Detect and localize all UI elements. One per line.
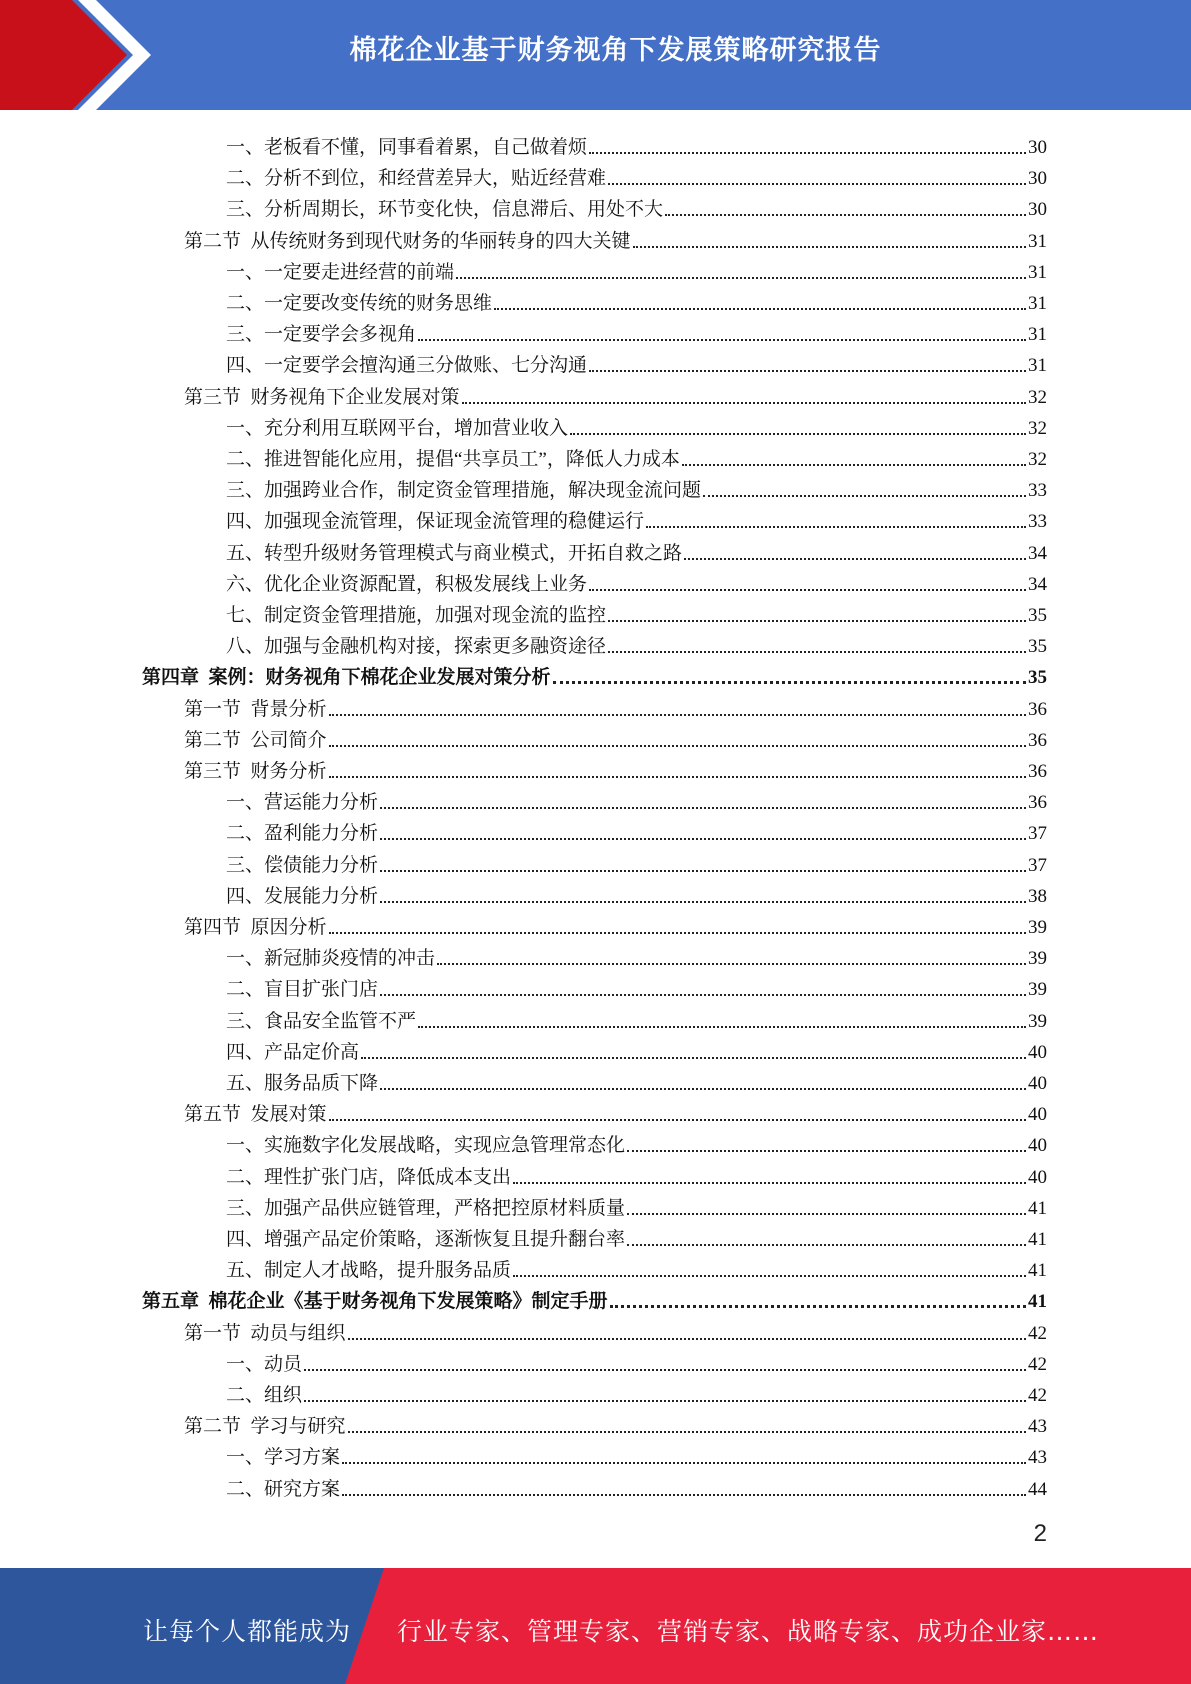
toc-entry[interactable]: [226, 814, 1047, 845]
toc-entry-title: 三、加强跨业合作，制定资金管理措施，解决现金流问题: [226, 480, 702, 502]
toc-entry[interactable]: [184, 378, 1047, 409]
toc-entry[interactable]: [226, 1438, 1047, 1469]
toc-entry-page: 39: [1028, 1010, 1047, 1032]
toc-entry-page: 31: [1028, 293, 1047, 314]
toc-entry[interactable]: [226, 1376, 1047, 1407]
toc-dot-leader: [627, 1213, 1026, 1215]
toc-entry-title: 二、推进智能化应用，提倡“共享员工”，降低人力成本: [226, 449, 680, 470]
toc-entry[interactable]: [184, 721, 1047, 752]
toc-dot-leader: [418, 339, 1026, 341]
toc-entry-title: 三、一定要学会多视角: [226, 324, 417, 346]
toc-entry[interactable]: [184, 908, 1047, 939]
toc-entry-page: 42: [1028, 1353, 1047, 1375]
toc-dot-leader: [304, 1369, 1026, 1371]
toc-entry-title: 二、研究方案: [226, 1478, 341, 1500]
toc-dot-leader: [418, 1026, 1026, 1028]
toc-entry-page: 35: [1028, 667, 1047, 689]
toc-entry-title: 第一节 动员与组织: [184, 1322, 346, 1344]
document-title: 棉花企业基于财务视角下发展策略研究报告: [349, 35, 882, 66]
toc-dot-leader: [342, 1462, 1026, 1464]
toc-entry-title: 五、制定人才战略，提升服务品质: [226, 1260, 512, 1282]
toc-entry[interactable]: [226, 877, 1047, 908]
toc-entry-title: 一、充分利用互联网平台，增加营业收入: [226, 417, 569, 439]
toc-dot-leader: [570, 433, 1026, 435]
toc-entry[interactable]: [226, 440, 1047, 471]
toc-entry[interactable]: [226, 253, 1047, 284]
toc-entry[interactable]: [226, 1002, 1047, 1033]
toc-entry-title: 二、理性扩张门店，降低成本支出: [226, 1166, 512, 1188]
footer-slogan-left: 让每个人都能成为: [143, 1617, 352, 1646]
toc-entry[interactable]: [184, 1095, 1047, 1126]
toc-entry[interactable]: [226, 1470, 1047, 1501]
toc-dot-leader: [608, 183, 1026, 185]
toc-entry[interactable]: [226, 128, 1047, 159]
toc-entry-title: 六、优化企业资源配置，积极发展线上业务: [226, 573, 588, 595]
toc-dot-leader: [329, 932, 1026, 934]
toc-entry-title: 三、偿债能力分析: [226, 854, 379, 876]
toc-entry[interactable]: [226, 502, 1047, 533]
toc-entry-title: 第二节 公司简介: [184, 729, 327, 751]
toc-entry-title: 五、转型升级财务管理模式与商业模式，开拓自救之路: [226, 542, 683, 564]
toc-dot-leader: [329, 745, 1026, 747]
toc-entry-title: 一、新冠肺炎疫情的冲击: [226, 948, 436, 970]
toc-entry-page: 42: [1028, 1385, 1047, 1406]
toc-entry[interactable]: [226, 970, 1047, 1001]
toc-dot-leader: [633, 246, 1026, 248]
toc-dot-leader: [348, 1338, 1026, 1340]
toc-entry-title: 一、动员: [226, 1353, 303, 1375]
toc-dot-leader: [608, 620, 1026, 622]
toc-entry[interactable]: [226, 534, 1047, 565]
toc-entry[interactable]: [184, 1407, 1047, 1438]
toc-entry-page: 40: [1028, 1041, 1047, 1063]
toc-entry[interactable]: [184, 222, 1047, 253]
toc-dot-leader: [610, 1305, 1026, 1308]
toc-entry-title: 一、老板看不懂，同事看着累，自己做着烦: [226, 137, 588, 158]
toc-entry-page: 35: [1028, 636, 1047, 658]
toc-entry[interactable]: [142, 1282, 1047, 1313]
toc-entry-title: 四、产品定价高: [226, 1041, 360, 1063]
toc-entry-page: 31: [1028, 355, 1047, 377]
toc-entry-title: 第五节 发展对策: [184, 1104, 327, 1126]
toc-entry-title: 四、加强现金流管理，保证现金流管理的稳健运行: [226, 511, 645, 533]
toc-entry-page: 36: [1028, 792, 1047, 814]
toc-entry-page: 36: [1028, 698, 1047, 720]
toc-entry-page: 41: [1028, 1260, 1047, 1282]
toc-entry[interactable]: [226, 565, 1047, 596]
toc-entry-title: 三、加强产品供应链管理，严格把控原材料质量: [226, 1197, 626, 1219]
toc-dot-leader: [627, 1150, 1026, 1152]
toc-entry-page: 31: [1028, 324, 1047, 346]
toc-entry-title: 四、增强产品定价策略，逐渐恢复且提升翻台率: [226, 1229, 626, 1250]
toc-entry-title: 一、实施数字化发展战略，实现应急管理常态化: [226, 1135, 626, 1157]
toc-entry-page: 39: [1028, 917, 1047, 938]
toc-entry-title: 一、学习方案: [226, 1447, 341, 1469]
toc-entry[interactable]: [184, 690, 1047, 721]
toc-entry-title: 二、一定要改变传统的财务思维: [226, 293, 493, 314]
toc-entry-page: 44: [1028, 1478, 1047, 1500]
toc-entry-page: 33: [1028, 511, 1047, 533]
toc-dot-leader: [462, 402, 1026, 404]
toc-entry-page: 39: [1028, 948, 1047, 970]
toc-dot-leader: [513, 1182, 1026, 1184]
toc-dot-leader: [329, 714, 1026, 716]
toc-entry-page: 33: [1028, 480, 1047, 502]
toc-dot-leader: [553, 681, 1026, 684]
toc-entry[interactable]: [226, 190, 1047, 221]
toc-entry-page: 40: [1028, 1135, 1047, 1157]
toc-entry[interactable]: [226, 1158, 1047, 1189]
toc-entry[interactable]: [226, 315, 1047, 346]
toc-entry[interactable]: [226, 346, 1047, 377]
toc-dot-leader: [456, 277, 1026, 279]
footer-slogan-right: 行业专家、管理专家、营销专家、战略专家、成功企业家……: [397, 1617, 1100, 1646]
toc-entry[interactable]: [226, 1064, 1047, 1095]
toc-entry-page: 36: [1028, 729, 1047, 751]
toc-dot-leader: [304, 1400, 1026, 1402]
toc-dot-leader: [589, 589, 1026, 591]
toc-entry-title: 第二节 学习与研究: [184, 1416, 346, 1438]
toc-entry[interactable]: [226, 1345, 1047, 1376]
toc-entry[interactable]: [226, 596, 1047, 627]
toc-entry-title: 二、盈利能力分析: [226, 823, 379, 845]
toc-entry-page: 31: [1028, 230, 1047, 252]
toc-entry-title: 一、营运能力分析: [226, 792, 379, 814]
toc-dot-leader: [348, 1431, 1026, 1433]
toc-dot-leader: [329, 1119, 1026, 1121]
toc-entry[interactable]: [226, 846, 1047, 877]
toc-dot-leader: [589, 152, 1026, 154]
toc-entry-page: 40: [1028, 1104, 1047, 1126]
toc-entry[interactable]: [226, 1033, 1047, 1064]
toc-entry-title: 二、盲目扩张门店: [226, 979, 379, 1001]
page-number: 2: [1033, 1520, 1047, 1547]
toc-entry[interactable]: [226, 1189, 1047, 1220]
toc-entry-title: 四、发展能力分析: [226, 885, 379, 907]
toc-entry-page: 41: [1028, 1291, 1047, 1313]
toc-entry-page: 32: [1028, 417, 1047, 439]
toc-dot-leader: [380, 807, 1026, 809]
toc-dot-leader: [329, 776, 1026, 778]
toc-dot-leader: [361, 1057, 1026, 1059]
toc-entry-title: 八、加强与金融机构对接，探索更多融资途径: [226, 636, 607, 658]
toc-entry-page: 31: [1028, 261, 1047, 283]
toc-dot-leader: [380, 994, 1026, 996]
toc-dot-leader: [380, 870, 1026, 872]
toc-entry-title: 二、组织: [226, 1385, 303, 1406]
toc-entry-page: 34: [1028, 542, 1047, 564]
toc-dot-leader: [703, 495, 1026, 497]
toc-dot-leader: [608, 651, 1026, 653]
toc-entry-title: 七、制定资金管理措施，加强对现金流的监控: [226, 605, 607, 626]
toc-entry[interactable]: [226, 1251, 1047, 1282]
toc-entry-page: 32: [1028, 386, 1047, 408]
toc-entry-page: 36: [1028, 761, 1047, 782]
toc-entry-title: 二、分析不到位，和经营差异大，贴近经营难: [226, 168, 607, 190]
toc-dot-leader: [684, 558, 1026, 560]
toc-dot-leader: [682, 464, 1026, 466]
toc-entry-title: 第四节 原因分析: [184, 917, 327, 938]
toc-dot-leader: [627, 1244, 1026, 1246]
toc-entry-title: 一、一定要走进经营的前端: [226, 261, 455, 283]
toc-entry-title: 第三节 财务视角下企业发展对策: [184, 386, 460, 408]
toc-entry-page: 35: [1028, 605, 1047, 626]
toc-entry-title: 五、服务品质下降: [226, 1073, 379, 1094]
toc-entry-page: 34: [1028, 573, 1047, 595]
toc-entry-page: 39: [1028, 979, 1047, 1001]
page-header: [0, 0, 1191, 110]
toc-entry-page: 41: [1028, 1229, 1047, 1250]
toc-entry-page: 30: [1028, 168, 1047, 190]
toc-dot-leader: [513, 1275, 1026, 1277]
toc-dot-leader: [437, 963, 1026, 965]
toc-entry-title: 四、一定要学会擅沟通三分做账、七分沟通: [226, 355, 588, 377]
toc-entry[interactable]: [226, 939, 1047, 970]
toc-entry-title: 第一节 背景分析: [184, 698, 327, 720]
toc-entry[interactable]: [142, 658, 1047, 689]
toc-entry[interactable]: [226, 627, 1047, 658]
toc-entry-title: 第四章 案例：财务视角下棉花企业发展对策分析: [142, 667, 551, 689]
toc-entry-title: 第五章 棉花企业《基于财务视角下发展策略》制定手册: [142, 1291, 608, 1313]
toc-entry-page: 43: [1028, 1416, 1047, 1438]
toc-dot-leader: [646, 526, 1026, 528]
toc-dot-leader: [342, 1494, 1026, 1496]
toc-dot-leader: [494, 308, 1026, 310]
toc-entry-page: 37: [1028, 854, 1047, 876]
toc-entry-title: 第二节 从传统财务到现代财务的华丽转身的四大关键: [184, 230, 631, 252]
toc-entry[interactable]: [226, 409, 1047, 440]
page-footer: [0, 1568, 1191, 1684]
toc-entry-page: 37: [1028, 823, 1047, 845]
toc-entry-page: 41: [1028, 1197, 1047, 1219]
toc-entry[interactable]: [226, 783, 1047, 814]
toc-entry[interactable]: [226, 1220, 1047, 1251]
toc-dot-leader: [589, 370, 1026, 372]
toc-entry[interactable]: [226, 471, 1047, 502]
toc-entry[interactable]: [226, 1126, 1047, 1157]
toc-entry-page: 42: [1028, 1322, 1047, 1344]
toc-dot-leader: [380, 1088, 1026, 1090]
toc-entry[interactable]: [184, 752, 1047, 783]
toc-entry-title: 第三节 财务分析: [184, 761, 327, 782]
toc-entry-page: 32: [1028, 449, 1047, 470]
toc-entry-page: 40: [1028, 1166, 1047, 1188]
toc-entry-page: 30: [1028, 199, 1047, 221]
toc-entry-title: 三、食品安全监管不严: [226, 1010, 417, 1032]
toc-dot-leader: [380, 901, 1026, 903]
toc-entry-page: 30: [1028, 137, 1047, 158]
toc-dot-leader: [380, 838, 1026, 840]
toc-entry-page: 43: [1028, 1447, 1047, 1469]
toc-entry-page: 40: [1028, 1073, 1047, 1094]
toc-entry-page: 38: [1028, 885, 1047, 907]
toc-entry[interactable]: [226, 284, 1047, 315]
toc-entry[interactable]: [226, 159, 1047, 190]
toc-entry[interactable]: [184, 1314, 1047, 1345]
toc-dot-leader: [665, 214, 1026, 216]
toc-entry-title: 三、分析周期长，环节变化快，信息滞后、用处不大: [226, 199, 664, 221]
